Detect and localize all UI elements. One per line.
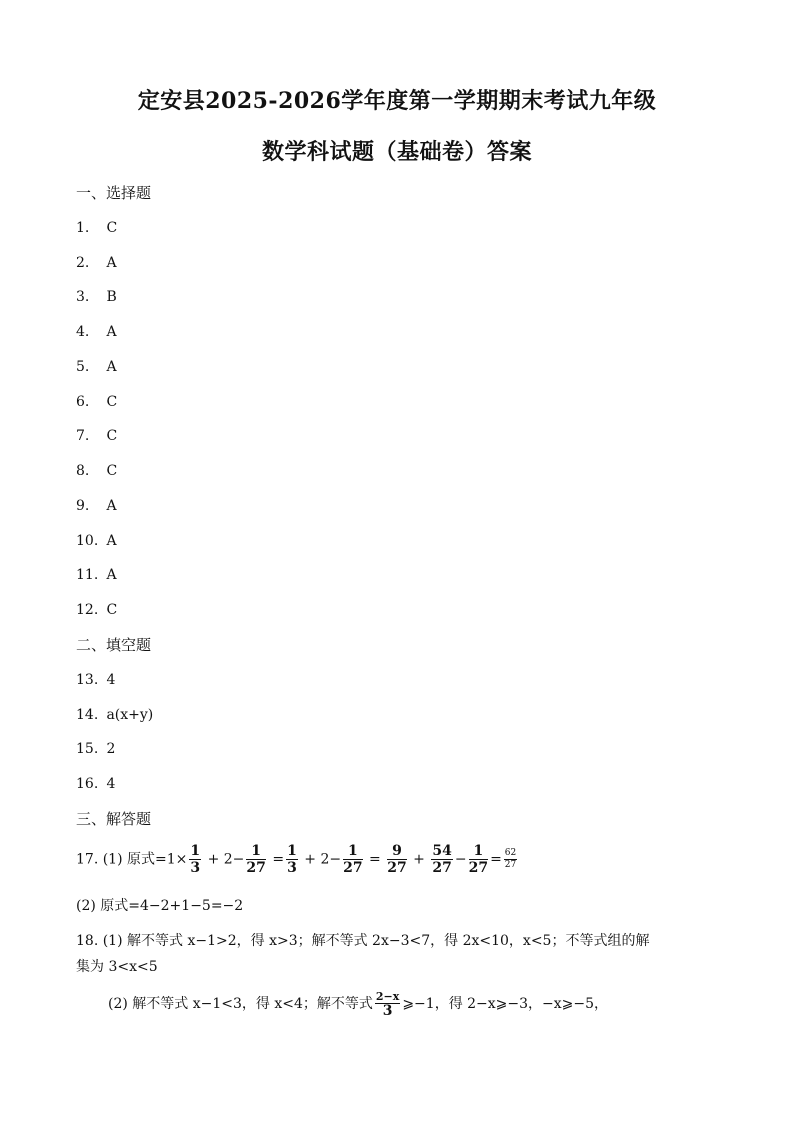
answer-item	[76, 775, 115, 793]
fraction	[246, 843, 265, 876]
item-answer: 2	[106, 741, 116, 757]
item-number: 10.	[76, 533, 99, 549]
numerator: 1	[287, 843, 297, 859]
fraction	[375, 990, 400, 1018]
item-number: 8.	[76, 463, 90, 479]
answer-item	[76, 358, 117, 376]
numerator: 9	[387, 843, 406, 860]
item-answer: A	[106, 359, 117, 375]
fraction	[469, 843, 488, 876]
fraction	[431, 843, 452, 876]
answer-item	[76, 393, 117, 411]
numerator: 54	[432, 843, 452, 859]
q18-part2-pre: (2) 解不等式 x−1<3，得 x<4；解不等式	[108, 996, 373, 1012]
answer-item	[76, 288, 117, 306]
fraction	[343, 843, 362, 876]
denominator: 3	[382, 1003, 393, 1019]
item-number: 16.	[76, 776, 99, 792]
item-answer: C	[106, 394, 118, 410]
q17-prefix: 17. (1) 原式=1×	[76, 851, 188, 868]
denominator: 3	[287, 860, 297, 876]
math-text: −	[454, 851, 467, 868]
answer-item	[76, 427, 117, 445]
fraction	[189, 843, 201, 876]
item-number: 3.	[76, 289, 90, 305]
numerator: 2−x	[375, 990, 400, 1003]
item-number: 2.	[76, 255, 90, 271]
item-answer: B	[106, 289, 117, 305]
item-answer: A	[106, 498, 117, 514]
item-answer: a(x+y)	[106, 707, 154, 723]
item-number: 9.	[76, 498, 90, 514]
item-answer: A	[106, 567, 117, 583]
answer-item	[76, 254, 117, 272]
item-answer: A	[106, 324, 117, 340]
item-answer: A	[106, 255, 117, 271]
fraction	[504, 848, 517, 871]
denominator: 3	[190, 860, 201, 876]
numerator: 1	[246, 843, 265, 860]
section-heading-fill: 二、填空题	[76, 636, 152, 654]
q17-part1	[76, 843, 519, 876]
math-text: +	[408, 851, 430, 868]
answer-item	[76, 601, 117, 619]
q18-part1-line2: 集为 3<x<5	[76, 959, 158, 975]
item-number: 12.	[76, 602, 99, 618]
item-number: 6.	[76, 394, 90, 410]
answer-item	[76, 323, 117, 341]
item-answer: 4	[106, 672, 116, 688]
fraction	[286, 843, 298, 876]
denominator: 27	[387, 860, 407, 876]
q17-part2: (2) 原式=4−2+1−5=−2	[76, 898, 244, 914]
item-number: 11.	[76, 567, 99, 583]
math-text: =	[490, 851, 502, 868]
math-text: =	[364, 851, 386, 868]
item-number: 7.	[76, 428, 90, 444]
denominator: 27	[246, 860, 266, 876]
item-number: 13.	[76, 672, 99, 688]
title-line-1: 定安县2025-2026学年度第一学期期末考试九年级	[137, 88, 657, 114]
answer-item	[76, 219, 117, 237]
section-heading-solve: 三、解答题	[76, 810, 152, 828]
item-answer: C	[106, 220, 118, 236]
denominator: 27	[504, 860, 517, 870]
section-heading-choice: 一、选择题	[76, 184, 152, 202]
denominator: 27	[343, 860, 363, 876]
answer-item	[76, 706, 153, 724]
fraction	[387, 843, 406, 876]
answer-item	[76, 566, 117, 584]
math-text: =	[267, 851, 285, 868]
numerator: 62	[504, 848, 517, 858]
item-answer: C	[106, 463, 118, 479]
item-answer: C	[106, 602, 118, 618]
item-number: 14.	[76, 707, 99, 723]
answer-item	[76, 532, 117, 550]
title-line-2: 数学科试题（基础卷）答案	[261, 139, 532, 165]
item-number: 5.	[76, 359, 90, 375]
math-text: + 2−	[299, 851, 342, 868]
q18-part1-line1: 18. (1) 解不等式 x−1>2，得 x>3；解不等式 2x−3<7，得 2x<10，x<5；不等式组的解	[76, 933, 650, 949]
math-text: + 2−	[203, 851, 245, 868]
answer-item	[76, 462, 117, 480]
numerator: 1	[469, 843, 488, 860]
item-number: 4.	[76, 324, 90, 340]
answer-item	[76, 671, 115, 689]
answer-item	[76, 740, 115, 758]
item-answer: A	[106, 533, 117, 549]
item-answer: C	[106, 428, 118, 444]
item-number: 15.	[76, 741, 99, 757]
q18-part2	[108, 990, 608, 1018]
item-answer: 4	[106, 776, 116, 792]
q18-part2-post: ⩾−1，得 2−x⩾−3，−x⩾−5，	[402, 996, 609, 1012]
denominator: 27	[432, 860, 452, 876]
numerator: 1	[190, 843, 201, 859]
answer-item	[76, 497, 117, 515]
item-number: 1.	[76, 220, 90, 236]
numerator: 1	[343, 843, 362, 860]
denominator: 27	[468, 860, 489, 876]
